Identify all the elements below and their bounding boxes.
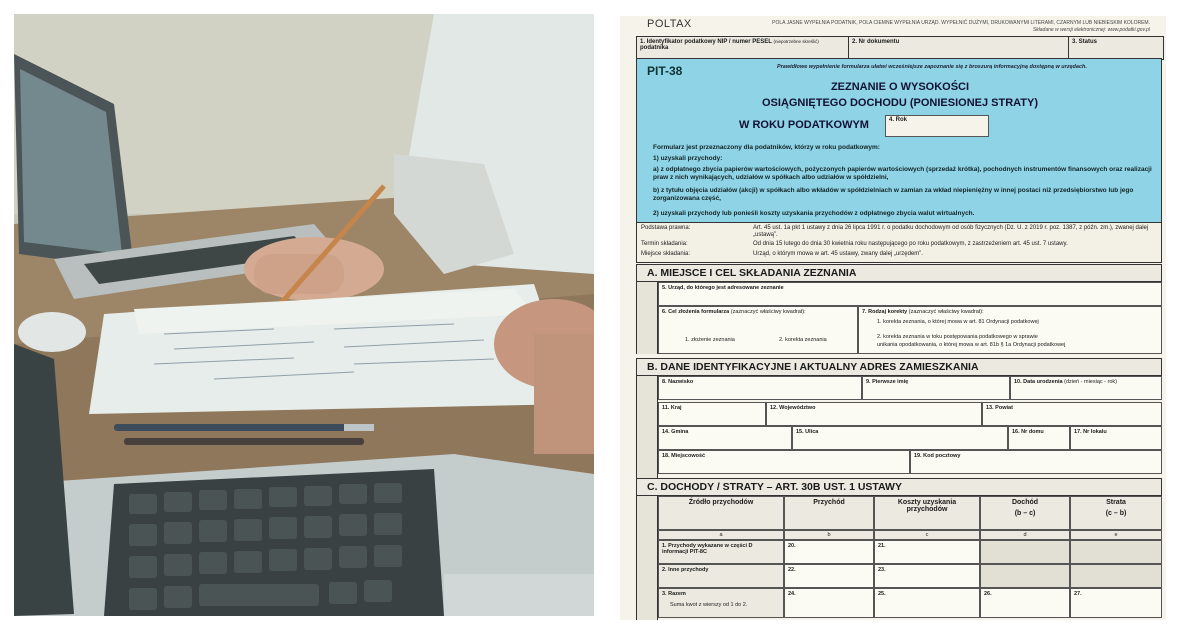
column-letter: a xyxy=(658,530,784,540)
column-header-label: Strata xyxy=(1106,499,1126,506)
field-9-first-name[interactable]: 9. Pierwsze imię xyxy=(862,376,1010,400)
id-row xyxy=(636,36,1164,60)
form-header xyxy=(620,16,1166,36)
field-5-tax-office[interactable]: 5. Urząd, do którego jest adresowane zeznanie xyxy=(658,282,1162,306)
table-row-label xyxy=(658,540,784,564)
option-correction[interactable]: 2. korekta zeznania xyxy=(779,337,827,343)
correction-option-2[interactable]: 2. korekta zeznania w toku postępowania podatkowego w sprawie xyxy=(877,334,1038,340)
disabled-cell xyxy=(980,540,1070,564)
poltax-logo: POLTAX xyxy=(647,18,692,30)
amount-field[interactable]: 20. xyxy=(784,540,874,564)
desc-point-1: 1) uzyskali przychody: xyxy=(653,155,723,162)
desc-point-b: b) z tytułu objęcia udziałów (akcji) w spółkach albo wkładów w spółdzielniach w zamian za wkład niepieniężny w innej postaci niż przedsiębiorstwo lub jego zorganizowana część, xyxy=(653,187,1134,202)
section-b-header: B. DANE IDENTYFIKACYJNE I AKTUALNY ADRES ZAMIESZKANIA xyxy=(636,358,1162,376)
section-b-band xyxy=(636,376,658,478)
field-6-purpose: 6. Cel złożenia formularza (zaznaczyć właściwy kwadrat): 1. złożenie zeznania 2. korekta zeznania xyxy=(658,306,858,354)
amount-field[interactable]: 24. xyxy=(784,588,874,618)
field-8-surname[interactable]: 8. Nazwisko xyxy=(658,376,862,400)
field-1-nip-pesel[interactable]: 1. Identyfikator podatkowy NIP / numer PESEL (niepotrzebne skreślić) podatnika xyxy=(637,37,849,59)
amount-field[interactable]: 22. xyxy=(784,564,874,588)
table-row-label xyxy=(658,564,784,588)
section-a-header: A. MIEJSCE I CEL SKŁADANIA ZEZNANIA xyxy=(636,264,1162,282)
amount-field[interactable]: 27. xyxy=(1070,588,1162,618)
column-header xyxy=(784,496,874,530)
column-letter: b xyxy=(784,530,874,540)
column-letter: d xyxy=(980,530,1070,540)
desc-intro: Formularz jest przeznaczony dla podatników, którzy w roku podatkowym: xyxy=(653,144,880,151)
form-title-block xyxy=(636,58,1162,223)
field-18-city[interactable]: 18. Miejscowość xyxy=(658,450,910,474)
office-photo xyxy=(14,14,594,616)
disabled-cell xyxy=(1070,564,1162,588)
fill-instructions: POLA JASNE WYPEŁNIA PODATNIK, POLA CIEMNE WYPEŁNIA URZĄD. WYPEŁNIĆ DUŻYMI, DRUKOWANYMI LITERAMI, CZARNYM LUB NIEBIESKIM KOLOREM. xyxy=(772,20,1150,26)
field-4-year[interactable]: 4. Rok xyxy=(885,115,989,137)
field-16-house-number[interactable]: 16. Nr domu xyxy=(1008,426,1070,450)
column-header xyxy=(658,496,784,530)
column-letter: e xyxy=(1070,530,1162,540)
place-value: Urząd, o którym mowa w art. 45 ustawy, zwany dalej „urzędem”. xyxy=(753,251,923,257)
option-filing[interactable]: 1. złożenie zeznania xyxy=(685,337,735,343)
income-table xyxy=(658,496,1162,620)
pit38-form xyxy=(620,16,1166,620)
basis-label: Podstawa prawna: xyxy=(641,225,691,231)
row-label: 1. Przychody wykazane w części D informacji PIT-8C xyxy=(662,543,753,555)
row-label: 3. Razem xyxy=(662,591,686,597)
field-14-municipality[interactable]: 14. Gmina xyxy=(658,426,792,450)
form-code-note: Prawidłowe wypełnienie formularza ułatwi wcześniejsze zapoznanie się z broszurą informacyjną dostępną w urzędach. xyxy=(777,64,1087,70)
section-c-band xyxy=(636,496,658,620)
amount-field[interactable]: 26. xyxy=(980,588,1070,618)
amount-field[interactable]: 23. xyxy=(874,564,980,588)
row-label: 2. Inne przychody xyxy=(662,567,709,573)
field-2-document-number: 2. Nr dokumentu xyxy=(849,37,1069,59)
disabled-cell xyxy=(980,564,1070,588)
column-header-formula: (b – c) xyxy=(1014,510,1036,517)
electronic-note: Składane w wersji elektronicznej: www.podatki.gov.pl xyxy=(1032,27,1150,33)
field-17-flat-number[interactable]: 17. Nr lokalu xyxy=(1070,426,1162,450)
basis-value: Art. 45 ust. 1a pkt 1 ustawy z dnia 26 lipca 1991 r. o podatku dochodowym od osób fizycznych (Dz. U. z 2019 r. poz. 1387, z późn. zm.), zwanej dalej „ustawą”. xyxy=(753,225,1149,238)
field-3-status: 3. Status xyxy=(1072,39,1098,45)
disabled-cell xyxy=(1070,540,1162,564)
desc-point-2: 2) uzyskali przychody lub ponieśli koszty uzyskania przychodów z odpłatnego zbycia walut wirtualnych. xyxy=(653,210,975,217)
column-header-label: Koszty uzyskania przychodów xyxy=(897,499,957,513)
column-header-label: Źródło przychodów xyxy=(688,499,754,506)
desc-point-a: a) z odpłatnego zbycia papierów wartościowych, pożyczonych papierów wartościowych (sprzedaż krótka), pochodnych instrumentów finansowych oraz realizacji praw z nich wynikających, udziałów w spółkach albo udziałów w spółdzielni, xyxy=(653,166,1152,181)
section-c-header: C. DOCHODY / STRATY – ART. 30B UST. 1 USTAWY xyxy=(636,478,1162,496)
column-header xyxy=(980,496,1070,530)
table-row-label xyxy=(658,588,784,618)
field-12-voivodeship[interactable]: 12. Województwo xyxy=(766,402,982,426)
field-19-postal-code[interactable]: 19. Kod pocztowy xyxy=(910,450,1162,474)
field-13-county[interactable]: 13. Powiat xyxy=(982,402,1162,426)
form-title-line1: ZEZNANIE O WYSOKOŚCI xyxy=(830,81,970,93)
field-15-street[interactable]: 15. Ulica xyxy=(792,426,1008,450)
deadline-value: Od dnia 15 lutego do dnia 30 kwietnia roku następującego po roku podatkowym, z zastrzeżeniem art. 45 ust. 7 ustawy. xyxy=(753,241,1068,247)
deadline-label: Termin składania: xyxy=(641,241,688,247)
place-label: Miejsce składania: xyxy=(641,251,691,257)
form-code: PIT-38 xyxy=(647,64,683,78)
section-a-band xyxy=(636,282,658,354)
column-letter: c xyxy=(874,530,980,540)
amount-field[interactable]: 25. xyxy=(874,588,980,618)
row-sublabel: Suma kwot z wierszy od 1 do 2. xyxy=(670,602,748,608)
legal-basis xyxy=(636,223,1162,263)
field-7-correction-type: 7. Rodzaj korekty (zaznaczyć właściwy kwadrat): 1. korekta zeznania, o której mowa w art. 81 Ordynacji podatkowej 2. korekta zeznania w toku postępowania podatkowego w sprawie unikania opodatkowania, o której mowa w art. 81b § 1a Ordynacji podatkowej xyxy=(858,306,1162,354)
form-title-line3: W ROKU PODATKOWYM xyxy=(739,119,869,131)
form-title-line2: OSIĄGNIĘTEGO DOCHODU (PONIESIONEJ STRATY) xyxy=(761,97,1039,109)
field-11-country[interactable]: 11. Kraj xyxy=(658,402,766,426)
correction-option-1[interactable]: 1. korekta zeznania, o której mowa w art. 81 Ordynacji podatkowej xyxy=(877,319,1039,325)
column-header-formula: (c – b) xyxy=(1105,510,1127,517)
field-10-birth-date[interactable]: 10. Data urodzenia (dzień - miesiąc - rok) xyxy=(1010,376,1162,400)
column-header xyxy=(874,496,980,530)
amount-field[interactable]: 21. xyxy=(874,540,980,564)
column-header-label: Dochód xyxy=(1011,499,1039,506)
column-header xyxy=(1070,496,1162,530)
correction-option-2-cont: unikania opodatkowania, o której mowa w art. 81b § 1a Ordynacji podatkowej xyxy=(877,342,1066,348)
column-header-label: Przychód xyxy=(813,499,845,506)
